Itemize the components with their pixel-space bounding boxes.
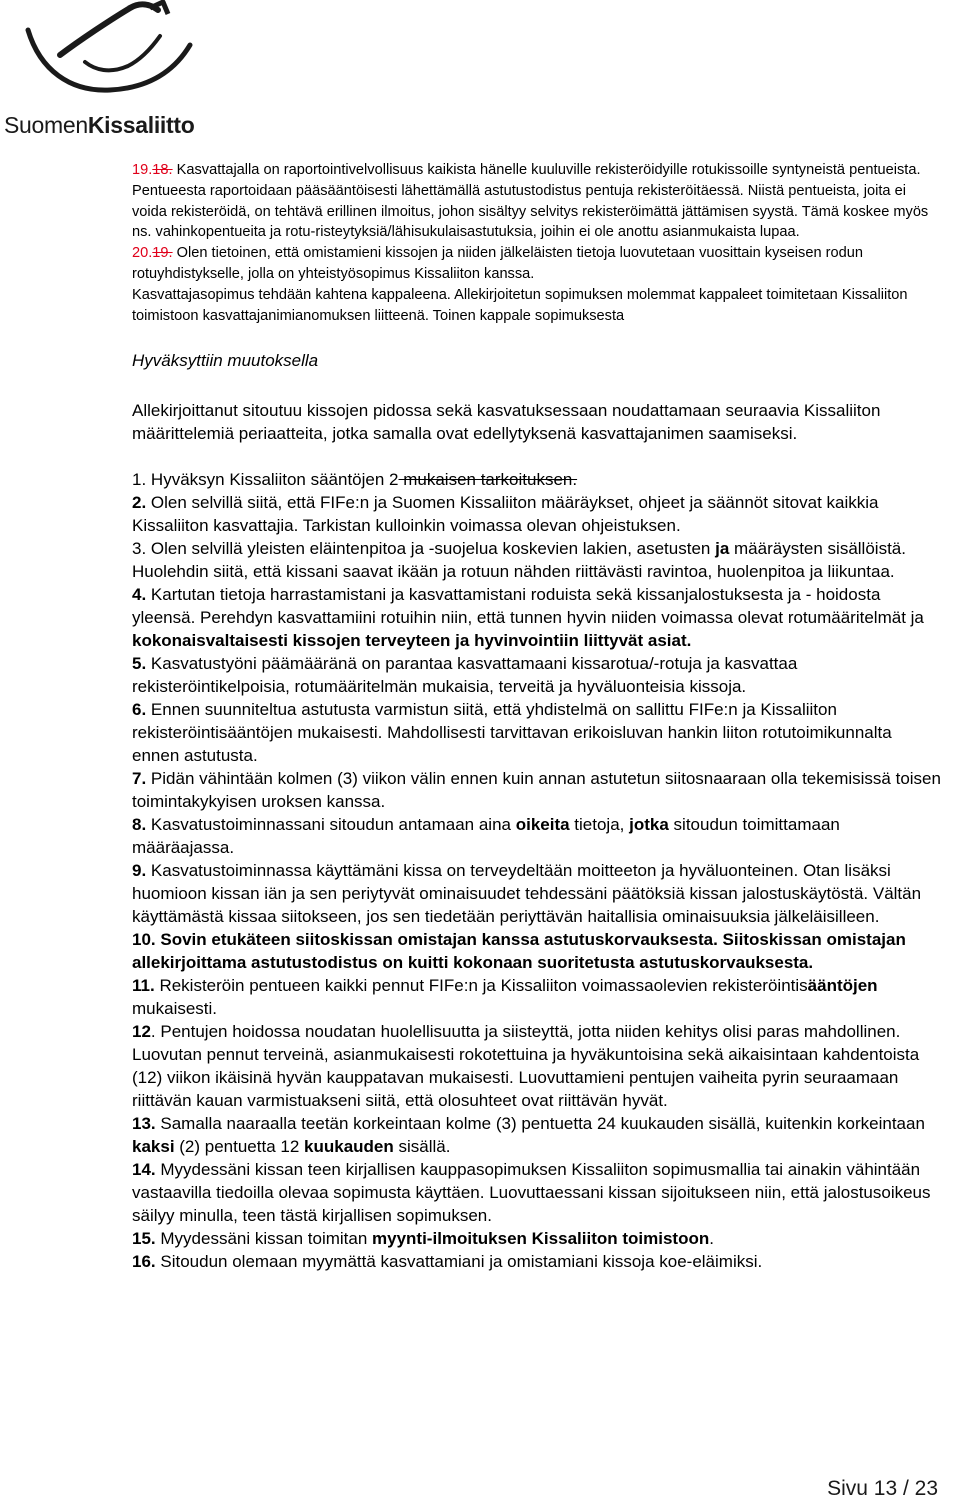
list-item: 15. Myydessäni kissan toimitan myynti-ilmoituksen Kissaliiton toimistoon. (132, 1229, 714, 1249)
list-item: 3. Olen selvillä yleisten eläintenpitoa ja -suojelua koskevien lakien, asetusten ja määräysten sisällöistä. Huolehdin siitä, että kissani saavat ikään ja rotuun nähden riittävästi ravintoa, huolenpitoa ja liikuntaa. (132, 539, 906, 582)
list-item: 8. Kasvatustoiminnassani sitoudun antamaan aina oikeita tietoja, jotka sitoudun toimittamaan määräajassa. (132, 815, 840, 858)
logo (0, 0, 215, 140)
list-item: 7. Pidän vähintään kolmen (3) viikon välin ennen kuin annan astutetun siitosnaaraan olla tekemisissä toisen toimintakykyisen uroksen kanssa. (132, 769, 941, 812)
list-item: 5. Kasvatustyöni päämääränä on parantaa kasvattamaani kissarotua/-rotuja ja kasvattaa rekisteröintikelpoisia, rotumääritelmän mukaisia, terveitä ja hyväluonteisia kissoja. (132, 654, 798, 697)
list-item: 11. Rekisteröin pentueen kaikki pennut FIFe:n ja Kissaliiton voimassaolevien rekisteröintisääntöjen mukaisesti. (132, 976, 878, 1019)
list-item: 14. Myydessäni kissan teen kirjallisen kauppasopimuksen Kissaliiton sopimusmallia tai ainakin vähintään vastaavilla tiedoilla olevaa sopimusta käyttäen. Luovuttaessani kissan sijoitukseen niin, että jalostusoikeus säilyy minulla, teen tästä kirjallisen sopimuksen. (132, 1160, 931, 1226)
logo-text: SuomenKissaliitto (4, 112, 195, 138)
intro-paragraph: Allekirjoittanut sitoutuu kissojen pidossa sekä kasvatuksessaan noudattamaan seuraavia Kissaliiton määrittelemiä periaatteita, jotka samalla ovat edellytyksenä kasvattajanimen saamiseksi. (132, 401, 881, 444)
list-item: 6. Ennen suunniteltua astutusta varmistun siitä, että yhdistelmä on sallittu FIFe:n ja Kissaliiton rekisteröintisääntöjen mukaisesti. Mahdollisesti tarvittavan erikoisluvan hankin liiton rotutoimikunnalta ennen astutusta. (132, 700, 892, 766)
list-item: 12. Pentujen hoidossa noudatan huolellisuutta ja siisteyttä, jotta niiden kehitys olisi paras mahdollinen. Luovutan pennut terveinä, asianmukaisesti rokotettuina ja hyväkuntoisina sekä aikaisintaan kahdentoista (12) viikon ikäisinä hyvän kauppatavan mukaisesti. Luovuttamieni pentujen vaiheita pyrin seuraamaan riittävän kauan varmistuakseni siitä, että olosuhteet ovat riittävän hyvät. (132, 1022, 920, 1111)
list-item: 2. Olen selvillä siitä, että FIFe:n ja Suomen Kissaliiton määräykset, ohjeet ja säännöt sitovat kaikkia Kissaliiton kasvattajia. Tarkistan kulloinkin voimassa olevan ohjeistuksen. (132, 493, 879, 536)
cat-logo-icon (0, 0, 215, 115)
section-19: 19.18. Kasvattajalla on raportointivelvollisuus kaikista hänelle kuuluville rekisteröidyille rotukissoille syntyneistä pentueista. Pentueesta raportoidaan pääsääntöisesti lähettämällä astutustodistus pentuja rekisteröitäessä. Niistä pentueista, joita ei voida rekisteröidä, on tehtävä erillinen ilmoitus, johon sisältyy selvitys rekisteröimättä jättämisen syystä. Tämä koskee myös ns. vahinkopentueita ja rotu-risteytyksiä/lähisukulaisastutuksia, joihin ei ole anottu asianmukaista lupaa. (132, 162, 929, 241)
list-item: 16. Sitoudun olemaan myymättä kasvattamiani ja omistamiani kissoja koe-eläimiksi. (132, 1252, 763, 1272)
list-item: 1. Hyväksyn Kissaliiton sääntöjen 2 mukaisen tarkoituksen. (132, 470, 578, 490)
list-item: 13. Samalla naaraalla teetän korkeintaan kolme (3) pentuetta 24 kuukauden sisällä, kuitenkin korkeintaan kaksi (2) pentuetta 12 kuukauden sisällä. (132, 1114, 925, 1157)
section-20: 20.19. Olen tietoinen, että omistamieni kissojen ja niiden jälkeläisten tietoja luovutetaan vuosittain kyseisen rodun rotuyhdistykselle, jolla on yhteistyösopimus Kissaliiton kanssa. Kasvattajasopimus tehdään kahtena kappaleena. Allekirjoitetun sopimuksen molemmat kappaleet toimitetaan Kissaliiton toimistoon kasvattajanimianomuksen liitteenä. Toinen kappale sopimuksesta (132, 245, 908, 324)
document-body (132, 160, 942, 1273)
page-number: Sivu 13 / 23 (827, 1477, 938, 1500)
rules-list (132, 468, 942, 1273)
section-heading: Hyväksyttiin muutoksella (132, 351, 319, 371)
list-item: 10. Sovin etukäteen siitoskissan omistajan kanssa astutuskorvauksesta. Siitoskissan omistajan allekirjoittama astutustodistus on kuitti kokonaan suoritetusta astutuskorvauksesta. (132, 930, 906, 973)
list-item: 9. Kasvatustoiminnassa käyttämäni kissa on terveydeltään moitteeton ja hyväluonteinen. Otan lisäksi huomioon kissan iän ja sen periytyvät ominaisuudet tehdessäni päätöksiä kissan jalostuskäytöstä. Vältän käyttämästä kissaa siitokseen, jos sen tiedetään periyttävän haitallisia ominaisuuksia jälkeläisilleen. (132, 861, 922, 927)
list-item: 4. Kartutan tietoja harrastamistani ja kasvattamistani roduista sekä kissanjalostuksesta ja - hoidosta yleensä. Perehdyn kasvattamiini rotuihin niin, että tunnen hyvin niiden voimassa olevat rotumääritelmät ja kokonaisvaltaisesti kissojen terveyteen ja hyvinvointiin liittyvät asiat. (132, 585, 924, 651)
